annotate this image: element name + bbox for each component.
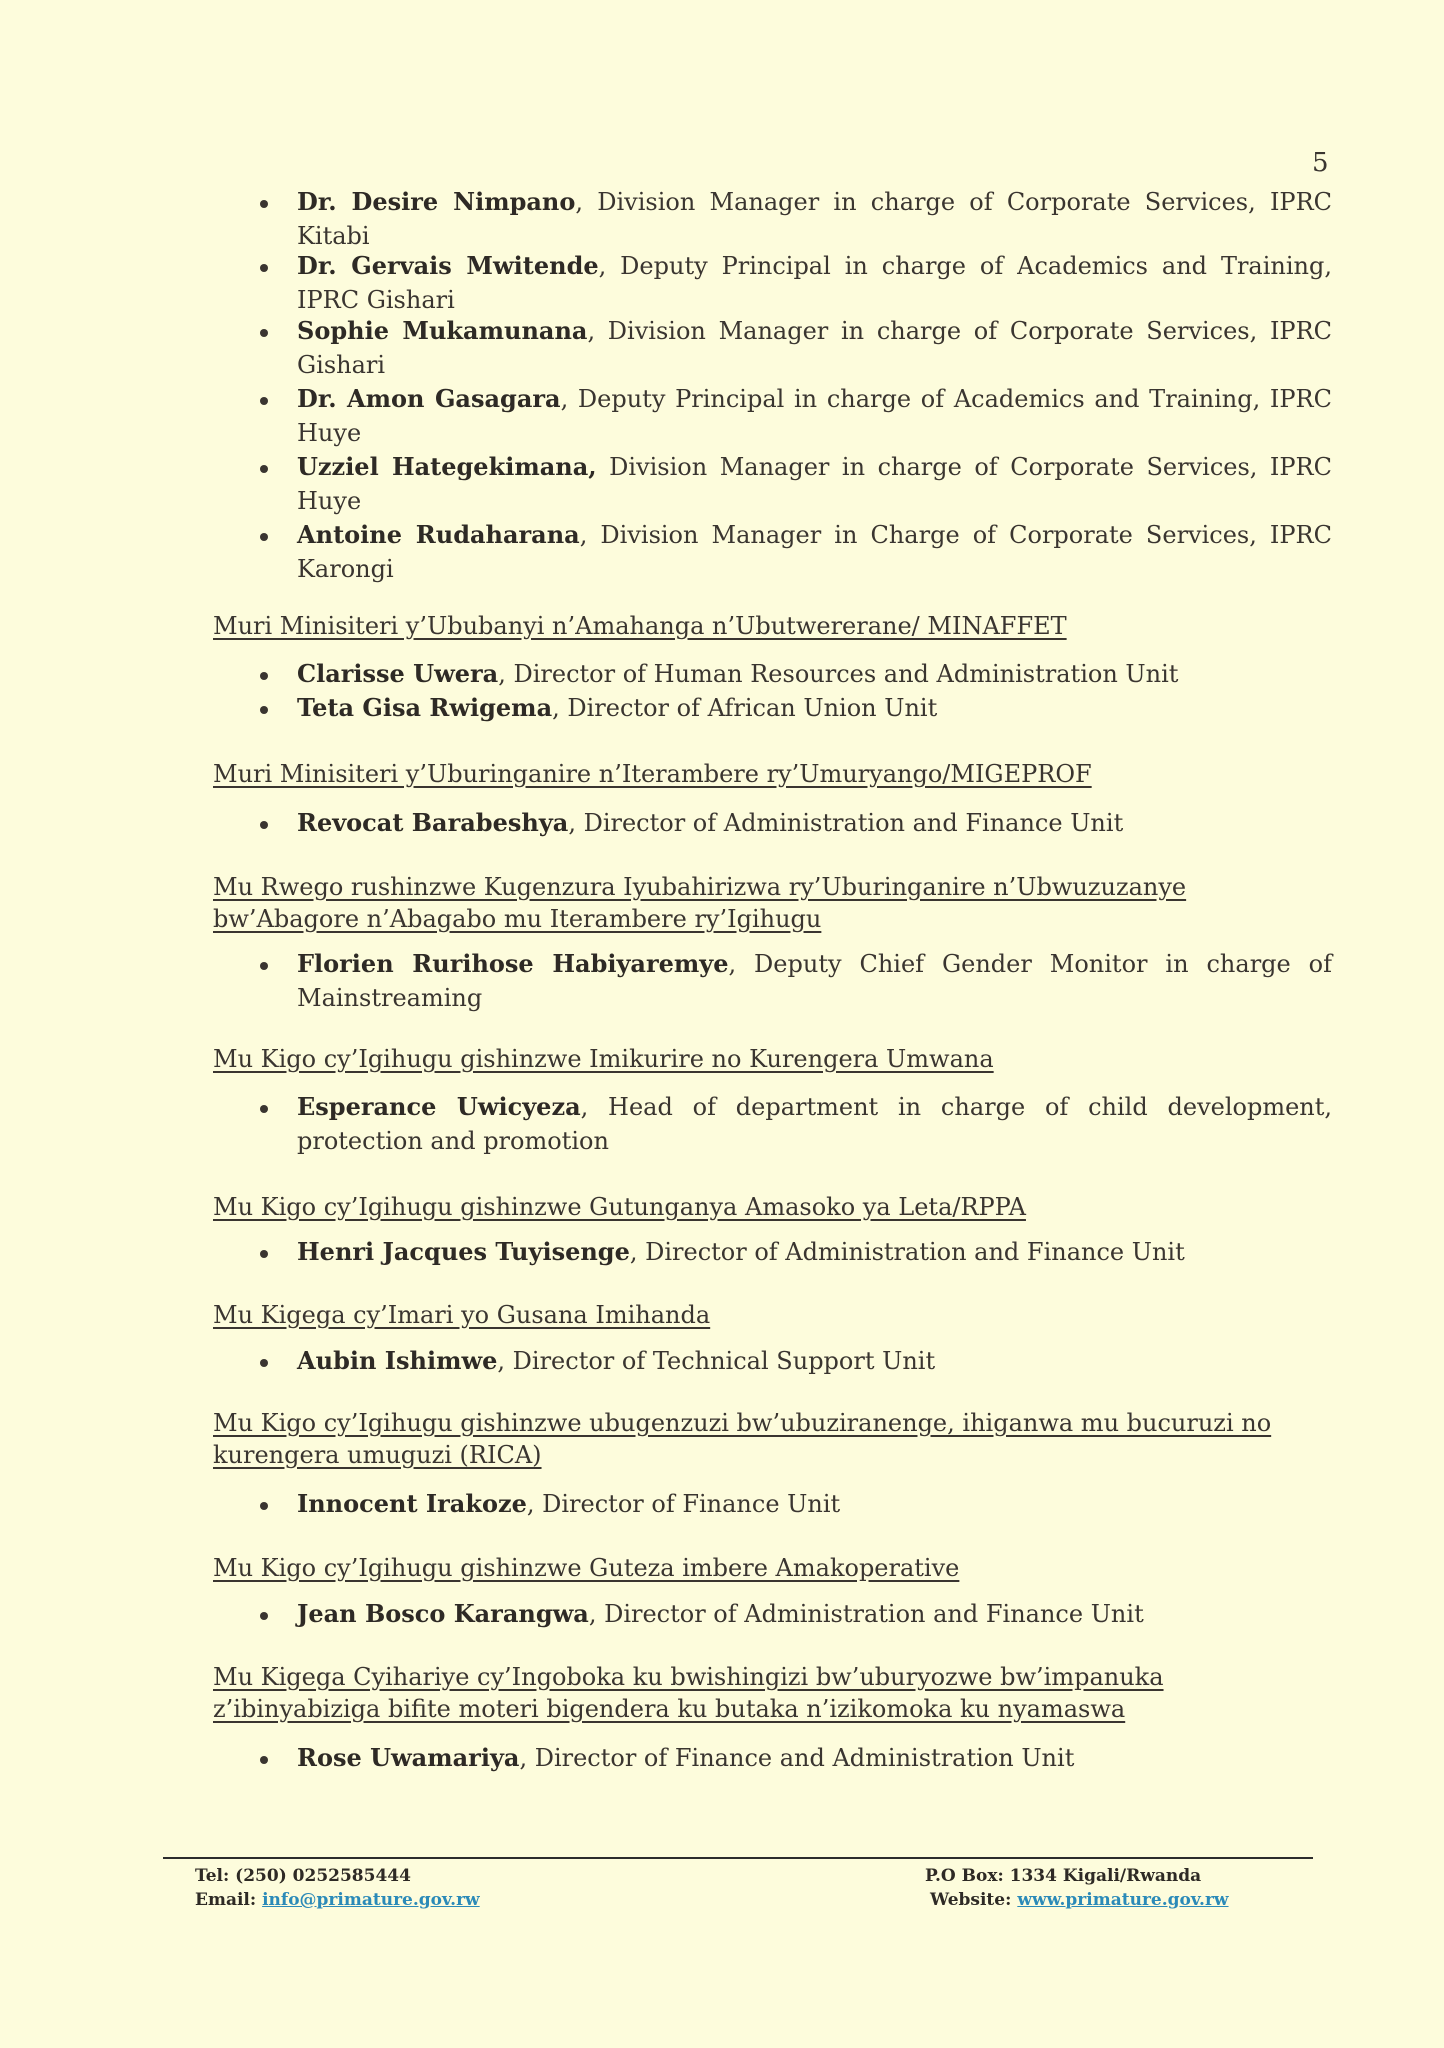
footer-tel: Tel: (250) 0252585444	[195, 1866, 411, 1886]
section-heading: Muri Minisiteri y’Uburinganire n’Iterambere ry’Umuryango/MIGEPROF	[213, 760, 1092, 788]
list-item	[297, 249, 1332, 317]
person-name: Innocent Irakoze	[297, 1489, 527, 1518]
person-role: , Head of department in charge of child development, protection and promotion	[297, 1093, 1333, 1155]
person-role: , Director of Administration and Finance Unit	[629, 1238, 1185, 1266]
person-role: , Deputy Chief Gender Monitor in charge of Mainstreaming	[297, 950, 1332, 1012]
person-name: Clarisse Uwera	[297, 659, 499, 688]
footer-email	[195, 1890, 480, 1910]
person-name: Dr. Amon Gasagara	[297, 384, 561, 413]
list-item	[297, 314, 1332, 382]
person-name: Florien Rurihose Habiyaremye	[297, 949, 729, 978]
person-role: , Division Manager in charge of Corporate Services, IPRC Kitabi	[297, 188, 1333, 250]
person-name: Sophie Mukamunana	[297, 316, 588, 345]
person-role: Division Manager in charge of Corporate Services, IPRC Huye	[297, 453, 1332, 515]
list-item	[297, 518, 1332, 586]
email-link[interactable]: info@primature.gov.rw	[262, 1890, 480, 1910]
person-name: Esperance Uwicyeza	[297, 1092, 581, 1121]
footer-pobox: P.O Box: 1334 Kigali/Rwanda	[925, 1866, 1202, 1886]
website-link[interactable]: www.primature.gov.rw	[1017, 1890, 1229, 1910]
person-name: Dr. Desire Nimpano	[297, 187, 576, 216]
section-heading: Mu Kigo cy’Igihugu gishinzwe ubugenzuzi bw’ubuziranenge, ihiganwa mu bucuruzi no kurengera umuguzi (RICA)	[213, 1409, 1272, 1469]
list-item	[297, 1597, 1332, 1631]
list-item	[297, 1344, 1332, 1378]
list-item	[297, 1090, 1332, 1158]
footer-divider	[163, 1857, 1313, 1859]
list-item	[297, 691, 1332, 725]
list-item	[297, 947, 1332, 1015]
section-heading: Muri Minisiteri y’Ububanyi n’Amahanga n’Ubutwererane/ MINAFFET	[213, 612, 1067, 640]
person-name: Antoine Rudaharana	[297, 520, 580, 549]
section-heading: Mu Kigo cy’Igihugu gishinzwe Guteza imbere Amakoperative	[213, 1554, 960, 1582]
footer-website-label: Website:	[930, 1890, 1018, 1910]
list-item	[297, 185, 1332, 253]
list-item	[297, 450, 1332, 518]
person-role: , Director of Finance Unit	[526, 1490, 841, 1518]
section-heading: Mu Kigega Cyihariye cy’Ingoboka ku bwishingizi bw’uburyozwe bw’impanuka z’ibinyabiziga bifite moteri bigendera ku butaka n’izikomoka ku nyamaswa	[213, 1663, 1164, 1723]
person-role: , Director of Technical Support Unit	[497, 1347, 936, 1375]
footer-email-label: Email:	[195, 1890, 263, 1910]
person-role: , Director of Human Resources and Administration Unit	[498, 660, 1179, 688]
section-heading: Mu Kigo cy’Igihugu gishinzwe Gutunganya Amasoko ya Leta/RPPA	[213, 1193, 1026, 1221]
person-name: Rose Uwamariya	[297, 1743, 520, 1772]
page-number: 5	[1312, 148, 1329, 178]
person-name: Aubin Ishimwe	[297, 1346, 498, 1375]
person-name: Henri Jacques Tuyisenge	[297, 1237, 630, 1266]
list-item	[297, 1235, 1332, 1269]
person-role: , Deputy Principal in charge of Academics and Training, IPRC Huye	[297, 385, 1332, 447]
list-item	[297, 806, 1332, 840]
person-name: Uzziel Hategekimana,	[297, 452, 597, 481]
person-role: , Director of Administration and Finance Unit	[588, 1600, 1144, 1628]
person-name: Teta Gisa Rwigema	[297, 693, 553, 722]
list-item	[297, 382, 1332, 450]
section-heading: Mu Kigo cy’Igihugu gishinzwe Imikurire no Kurengera Umwana	[213, 1045, 994, 1073]
section-heading: Mu Kigega cy’Imari yo Gusana Imihanda	[213, 1301, 711, 1329]
person-role: , Director of Administration and Finance Unit	[568, 809, 1124, 837]
list-item	[297, 1741, 1332, 1775]
person-name: Jean Bosco Karangwa	[297, 1599, 589, 1628]
list-item	[297, 1487, 1332, 1521]
person-role: , Division Manager in Charge of Corporate Services, IPRC Karongi	[297, 521, 1332, 583]
person-role: , Division Manager in charge of Corporate Services, IPRC Gishari	[297, 317, 1333, 379]
person-name: Dr. Gervais Mwitende	[297, 251, 599, 280]
footer-website	[930, 1890, 1229, 1910]
person-role: , Director of Finance and Administration Unit	[519, 1744, 1075, 1772]
list-item	[297, 657, 1332, 691]
person-name: Revocat Barabeshya	[297, 808, 569, 837]
person-role: , Director of African Union Unit	[552, 694, 938, 722]
person-role: , Deputy Principal in charge of Academics and Training, IPRC Gishari	[297, 252, 1333, 314]
section-heading: Mu Rwego rushinzwe Kugenzura Iyubahirizwa ry’Uburinganire n’Ubwuzuzanye bw’Abagore n’Abagabo mu Iterambere ry’Igihugu	[213, 873, 1187, 933]
